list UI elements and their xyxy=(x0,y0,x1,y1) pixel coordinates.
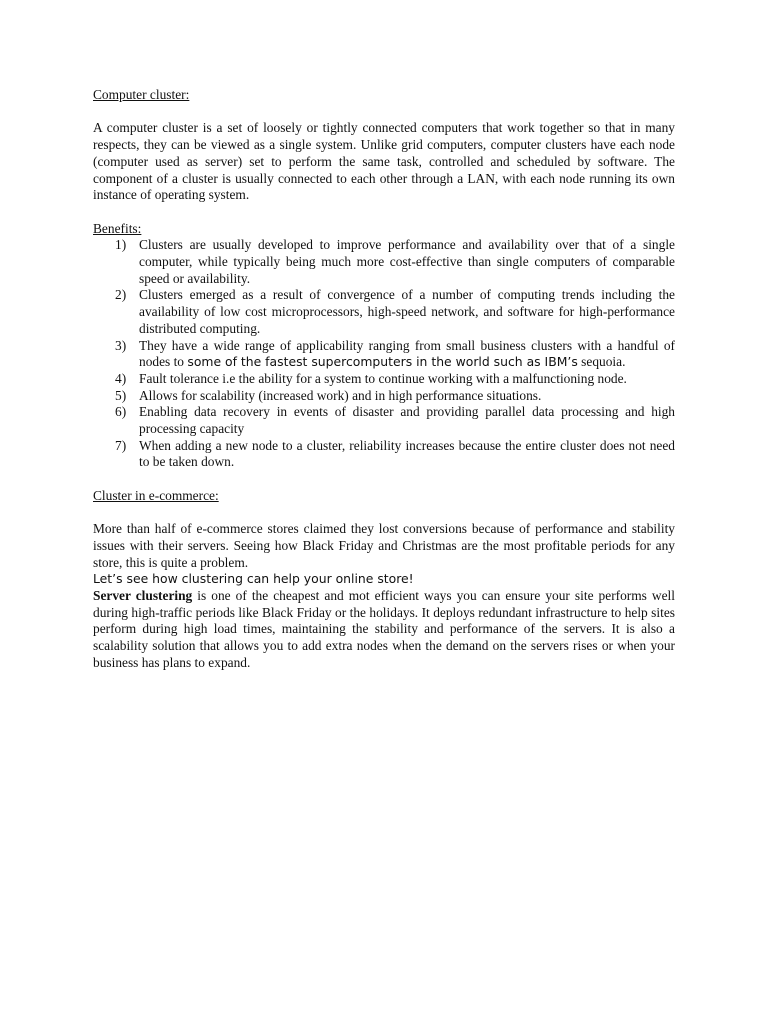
benefits-list xyxy=(93,237,675,471)
list-item-number: 5) xyxy=(115,387,127,403)
list-item-text: Clusters are usually developed to improve performance and availability over that of a single computer, while typically being much more cost-effective than single computers of comparable speed or availability. xyxy=(139,237,675,286)
spacer xyxy=(93,471,675,488)
list-item-text: Allows for scalability (increased work) and in high performance situations. xyxy=(139,387,542,403)
list-item xyxy=(93,237,675,287)
list-item-text: Fault tolerance i.e the ability for a system to continue working with a malfunctioning node. xyxy=(139,370,627,386)
list-item xyxy=(93,287,675,337)
list-item-text: Enabling data recovery in events of disaster and providing parallel data processing and high processing capacity xyxy=(139,404,675,437)
list-item-text: Clusters emerged as a result of convergence of a number of computing trends including the availability of low cost microprocessors, high-speed network, and software for high-performance distributed computing. xyxy=(139,287,675,336)
spacer xyxy=(93,104,675,121)
paragraph-text: is one of the cheapest and mot efficient ways you can ensure your site performs well during high-traffic periods like Black Friday or the holidays. It deploys redundant infrastructure to help sites perform during high load times, maintaining the stability and performance of the servers. It is also a scalability solution that allows you to add extra nodes when the demand on the servers rises or when your business has plans to expand. xyxy=(93,588,675,670)
section-heading-computer-cluster: Computer cluster: xyxy=(93,87,190,102)
list-item xyxy=(93,388,675,405)
paragraph-ecommerce-cta: Let’s see how clustering can help your online store! xyxy=(93,571,414,587)
list-item xyxy=(93,371,675,388)
list-item-text-part: sequoia. xyxy=(577,354,626,370)
list-item-number: 2) xyxy=(115,287,127,303)
list-item-number: 1) xyxy=(115,237,127,253)
paragraph-server-clustering xyxy=(93,588,675,672)
list-item-number: 3) xyxy=(115,337,127,353)
list-item-number: 7) xyxy=(115,437,127,453)
section-heading-ecommerce: Cluster in e-commerce: xyxy=(93,487,219,503)
spacer xyxy=(93,204,675,221)
list-item xyxy=(93,438,675,471)
list-item-number: 4) xyxy=(115,370,127,386)
list-item xyxy=(93,404,675,437)
spacer xyxy=(93,505,675,522)
document-page xyxy=(93,87,675,672)
section-heading-benefits: Benefits: xyxy=(93,220,142,236)
bold-term: Server clustering xyxy=(93,588,193,604)
list-item-text-sans-part: some of the fastest supercomputers in the world such as IBM’s xyxy=(187,354,578,370)
list-item-text-part: They have a wide range of applicability ranging from small business clusters with a handful of nodes to xyxy=(139,337,675,370)
list-item-text xyxy=(139,338,675,370)
list-item-number: 6) xyxy=(115,404,127,420)
list-item-text: When adding a new node to a cluster, reliability increases because the entire cluster does not need to be taken down. xyxy=(139,437,675,470)
paragraph-ecommerce-intro: More than half of e-commerce stores claimed they lost conversions because of performance and stability issues with their servers. Seeing how Black Friday and Christmas are the most profitable periods for any store, this is quite a problem. xyxy=(93,521,675,570)
list-item xyxy=(93,338,675,371)
paragraph-cluster-definition: A computer cluster is a set of loosely or tightly connected computers that work together so that in many respects, they can be viewed as a single system. Unlike grid computers, computer clusters have each node (computer used as server) set to perform the same task, controlled and scheduled by software. The component of a cluster is usually connected to each other through a LAN, with each node running its own instance of operating system. xyxy=(93,120,675,203)
